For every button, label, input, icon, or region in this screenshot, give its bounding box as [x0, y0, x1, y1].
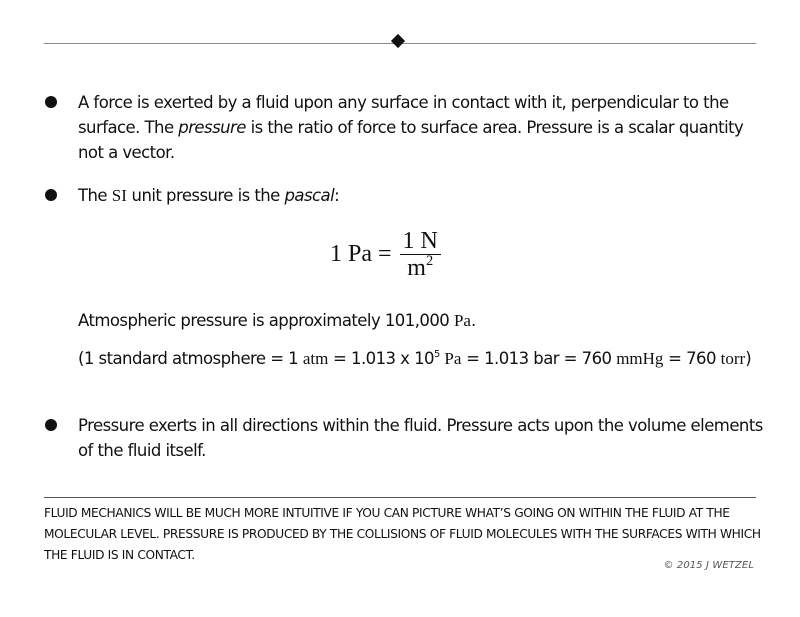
- bullet-icon: [45, 189, 57, 201]
- text: unit pressure is the: [126, 186, 285, 205]
- term-pascal: pascal: [284, 186, 335, 205]
- unit: Pa: [453, 311, 471, 330]
- atmosphere-conversion-text: [78, 346, 768, 371]
- footnote: FLUID MECHANICS WILL BE MUCH MORE INTUITIVE IF YOU CAN PICTURE WHAT’S GOING ON WITHIN THE FLUID AT THE MOLECULAR LEVEL. PRESSURE IS PRODUCED BY THE COLLISIONS OF FLUID MOLECULES WITH THE SURFACES WITH WHICH THE FLUID IS IN CONTACT.: [44, 506, 761, 562]
- unit: torr: [720, 349, 746, 368]
- formula-fraction: [400, 228, 441, 281]
- unit: atm: [302, 349, 329, 368]
- text: ): [745, 349, 752, 368]
- text: m: [407, 255, 426, 281]
- formula-numerator: 1 N: [400, 228, 441, 255]
- text: A force is exerted by a fluid upon any surface in contact with it, perpendicular to the surface. The: [78, 93, 729, 137]
- unit: mmHg: [616, 349, 664, 368]
- pascal-formula: [330, 228, 441, 281]
- bullet-force-definition: [78, 90, 768, 165]
- atmospheric-pressure-text: [78, 308, 768, 333]
- text: = 1.013 bar = 760: [461, 349, 617, 368]
- exponent: 2: [425, 252, 434, 269]
- formula-denominator: [407, 252, 434, 281]
- term-pressure: pressure: [178, 118, 246, 137]
- bottom-divider: [44, 497, 756, 498]
- text: = 1.013 x 10: [328, 349, 434, 368]
- copyright: © 2015 J WETZEL: [663, 560, 754, 571]
- unit: Pa: [444, 349, 462, 368]
- bullet-pressure-directions: Pressure exerts in all directions within the fluid. Pressure acts upon the volume elements of the fluid itself.: [78, 416, 763, 460]
- text: The: [78, 186, 112, 205]
- diamond-ornament-icon: [391, 34, 405, 48]
- text: = 760: [663, 349, 721, 368]
- text: .: [470, 311, 476, 330]
- bullet-icon: [45, 96, 57, 108]
- text: (1 standard atmosphere = 1: [78, 349, 303, 368]
- formula-lhs: 1 Pa =: [330, 241, 392, 267]
- text: Atmospheric pressure is approximately 101,000: [78, 311, 454, 330]
- bullet-si-unit: [78, 183, 768, 208]
- bullet-icon: [45, 419, 57, 431]
- si-abbr: SI: [111, 186, 127, 205]
- text: is the ratio of force to surface area. Pressure is a scalar quantity not a vector.: [78, 118, 744, 162]
- exponent: 5: [433, 349, 440, 361]
- text: :: [334, 186, 340, 205]
